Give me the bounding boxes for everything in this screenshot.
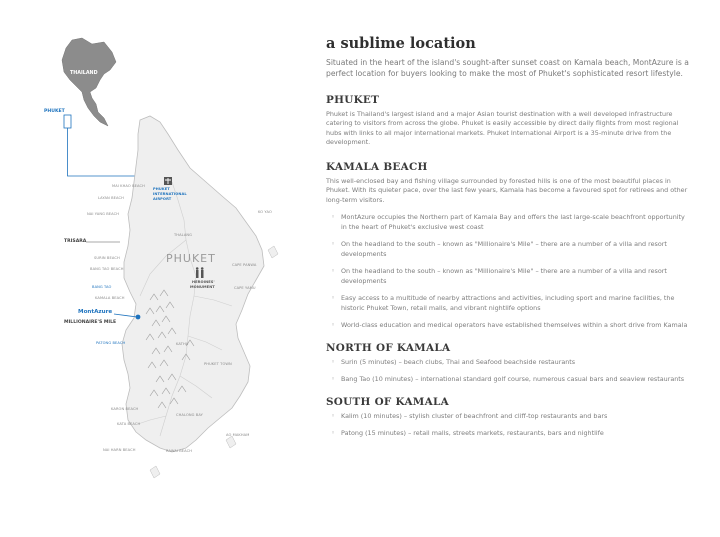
kamala-bullet-list xyxy=(341,213,692,331)
nai-yang-label: NAI YANG BEACH xyxy=(87,212,120,216)
list-item: ◦ World-class education and medical operators have established themselves within a short drive from Kamala xyxy=(341,321,692,331)
location-map xyxy=(0,0,310,537)
kamala-heading: KAMALA BEACH xyxy=(326,160,428,173)
cape-panwa-label: CAPE PANWA xyxy=(232,263,257,267)
airport-label-3: AIRPORT xyxy=(153,197,172,201)
surin-label: SURIN BEACH xyxy=(94,256,120,260)
montazure-pointer-line xyxy=(114,314,137,317)
heroines-label-1: HEROINES' xyxy=(192,280,215,284)
phuket-town-label: PHUKET TOWN xyxy=(204,362,232,366)
phuket-heading: PHUKET xyxy=(326,93,380,106)
kamala-paragraph: This well-enclosed bay and fishing village surrounded by forested hills is one of the most beautiful places in Phuket. With its quieter pace, over the last few years, Kamala has become a favoured spot for retirees and other long-term visitors. xyxy=(326,176,688,204)
thailand-label: THAILAND xyxy=(70,71,98,76)
rawai-label: RAWAI BEACH xyxy=(166,449,193,453)
bang-tao-blue-label: BANG TAO xyxy=(92,285,112,289)
montazure-label: MontAzure xyxy=(78,309,113,315)
list-item: ◦ On the headland to the south – known as "Millionaire's Mile" – there are a number of a villa and resort developments xyxy=(341,267,692,286)
cape-yamu-label: CAPE YAMU xyxy=(234,286,256,290)
ko-yao-label: KO YAO xyxy=(258,210,272,214)
content-column xyxy=(326,34,692,449)
phuket-marker-label: PHUKET xyxy=(44,109,65,114)
patong-label: PATONG BEACH xyxy=(96,341,126,345)
phuket-center-label: PHUKET xyxy=(166,252,216,265)
kata-label: KATA BEACH xyxy=(117,422,141,426)
montazure-dot xyxy=(136,315,141,320)
airport-label-1: PHUKET xyxy=(153,187,170,191)
map-graphic xyxy=(0,0,310,537)
south-heading: SOUTH OF KAMALA xyxy=(326,395,449,408)
intro-paragraph: Situated in the heart of the island's sought-after sunset coast on Kamala beach, MontAzure is a perfect location for buyers looking to make the most of Phuket's sophisticated resort lifestyle. xyxy=(326,58,689,79)
north-heading: NORTH OF KAMALA xyxy=(326,341,451,354)
layan-label: LAYAN BEACH xyxy=(98,196,124,200)
thailand-shape xyxy=(62,38,116,126)
trisara-label: TRISARA xyxy=(64,239,87,244)
list-item: ◦ MontAzure occupies the Northern part of Kamala Bay and offers the last large-scale beachfront opportunity in the heart of Phuket's exclusive west coast xyxy=(341,213,692,232)
kathu-label: KATHU xyxy=(176,342,189,346)
south-bullet-list xyxy=(341,412,692,439)
chalong-label: CHALONG BAY xyxy=(176,413,203,417)
list-item: ◦ Patong (15 minutes) – retail malls, streets markets, restaurants, bars and nightlife xyxy=(341,429,692,439)
heroines-label-2: MONUMENT xyxy=(190,285,215,289)
mai-khao-label: MAI KHAO BEACH xyxy=(112,184,145,188)
page-title: a sublime location xyxy=(326,35,476,52)
airport-label-2: INTERNATIONAL xyxy=(153,192,187,196)
ao-makham-label: AO MAKHAM xyxy=(226,433,250,437)
phuket-paragraph: Phuket is Thailand's largest island and a major Asian tourist destination with a well developed infrastructure catering to visitors from across the globe. Phuket is easily accessible by direct daily flights from most regional hubs with links to all major international markets. Phuket International Airport is a 35-minute drive from the development. xyxy=(326,109,679,147)
thalang-label: THALANG xyxy=(174,233,193,237)
kamala-label: KAMALA BEACH xyxy=(95,296,125,300)
list-item: ◦ Kalim (10 minutes) – stylish cluster of beachfront and cliff-top restaurants and bars xyxy=(341,412,692,422)
nai-harn-label: NAI HARN BEACH xyxy=(103,448,136,452)
list-item: ◦ On the headland to the south – known as "Millionaire's Mile" – there are a number of a villa and resort developments xyxy=(341,240,692,259)
millionaires-mile-label: MILLIONAIRE'S MILE xyxy=(64,320,117,325)
list-item: ◦ Easy access to a multitude of nearby attractions and activities, including sport and marine facilities, the historic Phuket Town, retail malls, and vibrant nightlife options xyxy=(341,294,692,313)
list-item: ◦ Surin (5 minutes) – beach clubs, Thai and Seafood beachside restaurants xyxy=(341,358,692,368)
bang-tao-label: BANG TAO BEACH xyxy=(90,267,124,271)
list-item: ◦ Bang Tao (10 minutes) – international standard golf course, numerous casual bars and seaview restaurants xyxy=(341,375,692,385)
north-bullet-list xyxy=(341,358,692,385)
karon-label: KARON BEACH xyxy=(111,407,139,411)
phuket-marker-box xyxy=(64,115,71,128)
